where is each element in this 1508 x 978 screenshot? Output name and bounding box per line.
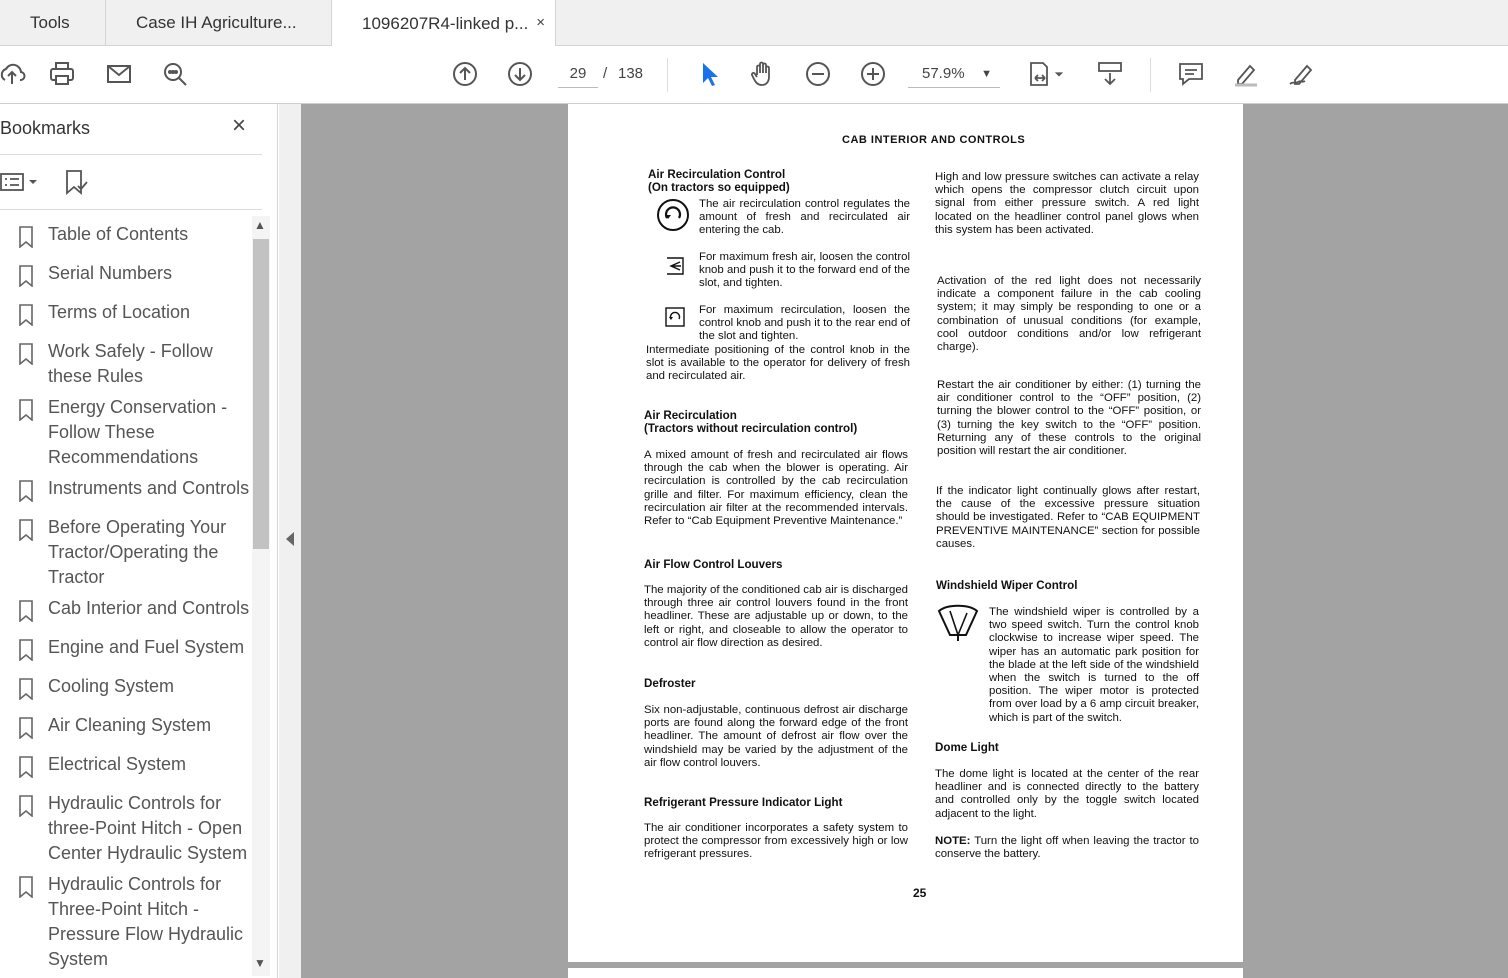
page-up-icon[interactable] [449,58,481,90]
bookmark-scrollbar-thumb[interactable] [253,239,269,549]
next-pdf-page [568,968,1243,978]
bookmark-icon [18,678,34,700]
zoom-level-select[interactable] [908,60,1000,88]
tab-case-ih[interactable] [106,0,332,46]
bookmark-label: Engine and Fuel System [48,637,245,657]
paragraph: Activation of the red light does not necessarily indicate a component failure in the cab cooling system; it may simply be responding to one or a combination of unusual conditions (for example, cool outdoor conditions and/or low refrigerant charge). [937,275,1201,354]
bookmark-label: Work Safely - Follow these Rules [48,341,213,386]
select-cursor-icon[interactable] [692,58,724,90]
paragraph: The windshield wiper is controlled by a two speed switch. Turn the control knob clockwise to increase wiper speed. The wiper has an automatic park position for the blade at the left side of the windshield when the switch is turned to the off position. The wiper motor is protected from over load by a 6 amp circuit breaker, which is part of the switch. [989,606,1199,724]
bookmark-icon [18,304,34,326]
note-paragraph [935,835,1199,861]
bookmark-label: Cooling System [48,676,175,696]
toolbar-divider [1150,58,1151,92]
note-text: Turn the light off when leaving the tractor to conserve the battery. [935,835,1199,861]
hand-icon[interactable] [747,58,779,90]
paragraph: The dome light is located at the center of the rear headliner and is connected directly to the battery and controlled only by the toggle switch located adjacent to the light. [935,768,1199,820]
paragraph: Six non-adjustable, continuous defrost air discharge ports are found along the forward edge of the front headliner. The amount of defrost air flow over the windshield may be varied by the adjustment of the air flow control louvers. [644,704,908,769]
search-zoom-icon[interactable] [159,58,191,90]
toolbar-divider [667,58,668,92]
page-down-icon[interactable] [504,58,536,90]
current-page-input[interactable]: 29 [558,60,598,88]
bookmark-label: Electrical System [48,754,187,774]
highlight-pen-icon[interactable] [1230,58,1262,90]
bookmark-label: Energy Conservation - Follow These Recommendations [48,397,228,467]
print-icon[interactable] [46,58,78,90]
close-icon[interactable]: × [232,112,247,139]
scroll-down-icon[interactable]: ▼ [254,956,266,970]
recirculation-control-icon [656,198,690,232]
bookmark-icon [18,399,34,421]
paragraph-wiper-intro [989,606,1199,725]
bookmark-icon [18,795,34,817]
sign-icon[interactable] [1285,58,1317,90]
bookmark-label: Before Operating Your Tractor/Operating the Tractor [48,517,227,587]
windshield-wiper-icon [936,601,980,643]
bookmark-icon [18,343,34,365]
heading-dome-light: Dome Light [935,741,999,754]
divider [0,154,262,155]
paragraph: A mixed amount of fresh and recirculated air flows through the cab when the blower is operating. Air recirculation is controlled by the cab recirculation grille and filter. For maximum efficiency, clean the recirculation air filter at the recommended intervals. Refer to “Cab Equipment Preventive Maintenance.” [644,449,908,528]
bookmark-label: Instruments and Controls [48,478,250,498]
bookmark-label: Table of Contents [48,224,189,244]
tab-active-document[interactable] [332,0,556,47]
paragraph: The air recirculation control regulates the amount of fresh and recirculated air entering the cab. [699,198,910,237]
page-heading: CAB INTERIOR AND CONTROLS [842,134,1026,146]
heading-refrigerant-light: Refrigerant Pressure Indicator Light [644,796,843,809]
bookmark-label: Hydraulic Controls for Three-Point Hitch - Pressure Flow Hydraulic System [48,874,244,969]
scroll-up-icon[interactable]: ▲ [254,218,266,232]
paragraph: For maximum recirculation, loosen the control knob and push it to the rear end of the slot and tighten. [699,304,910,343]
paragraph: If the indicator light continually glows after restart, the cause of the excessive pressure situation should be investigated. Refer to “CAB EQUIPMENT PREVENTIVE MAINTENANCE” section for possible causes. [936,485,1200,550]
note-label: NOTE: [935,835,971,847]
zoom-in-icon[interactable] [857,58,889,90]
paragraph: For maximum fresh air, loosen the control knob and push it to the forward end of the slot, and tighten. [699,251,910,290]
zoom-level-value: 57.9% [922,65,965,82]
paragraph: The majority of the conditioned cab air is discharged through three air control louvers found in the front headliner. These are adjustable up or down, to the left or right, and closeable to allow the operator to control air flow direction as desired. [644,584,908,649]
bookmark-icon [18,519,34,541]
bookmark-icon [18,717,34,739]
bookmark-label: Terms of Location [48,302,191,322]
collapse-left-icon[interactable] [286,532,294,546]
page-separator: / [603,65,608,82]
heading-air-recirculation: Air Recirculation [644,409,737,422]
bookmarks-title: Bookmarks [0,118,91,138]
zoom-out-icon[interactable] [802,58,834,90]
bookmark-icon [18,756,34,778]
bookmark-tools [0,166,90,198]
heading-air-recirc-control: Air Recirculation Control [648,168,786,181]
bookmarks-panel [0,104,278,978]
heading-air-flow-louvers: Air Flow Control Louvers [644,558,783,571]
close-tab-icon[interactable]: × [536,14,545,31]
add-bookmark-icon[interactable] [62,168,90,196]
bookmark-icon [18,480,34,502]
pdf-page [568,104,1243,962]
subheading-air-recirc-control: (On tractors so equipped) [648,181,790,194]
heading-windshield-wiper: Windshield Wiper Control [936,579,1078,592]
tab-tools[interactable] [0,0,106,46]
bookmark-list [0,216,250,978]
paragraph: The air conditioner incorporates a safety system to protect the compressor from excessively high or low refrigerant pressures. [644,822,908,861]
upload-icon[interactable] [0,58,28,90]
tab-active-document-label: 1096207R4-linked p... [362,13,529,33]
paragraph: Intermediate positioning of the control knob in the slot is available to the operator for delivery of fresh and recirculated air. [646,344,910,383]
bookmark-label: Cab Interior and Controls [48,598,250,618]
subheading-air-recirculation: (Tractors without recirculation control) [644,422,858,435]
page-number: 25 [913,886,927,900]
heading-defroster: Defroster [644,677,696,690]
toolbar [0,46,1508,104]
bookmark-label: Hydraulic Controls for three-Point Hitch - Open Center Hydraulic System [48,793,248,863]
max-recirculation-icon [665,307,685,327]
paragraph: Restart the air conditioner by either: (1) turning the air conditioner control to the “OFF” position, (2) turning the blower control to the “OFF” position, or (3) turning the key switch to the “OFF” position. Returning any of these controls to the original position will restart the air conditioner. [937,379,1201,458]
bookmark-icon [18,600,34,622]
total-pages: 138 [618,65,644,82]
bookmark-icon [18,265,34,287]
bookmark-icon [18,226,34,248]
tab-case-ih-label: Case IH Agriculture... [136,13,297,32]
email-icon[interactable] [103,58,135,90]
divider [0,209,262,210]
collapse-panel-strip[interactable] [279,104,301,978]
bookmark-icon [18,876,34,898]
comment-icon[interactable] [1175,58,1207,90]
bookmark-label: Serial Numbers [48,263,173,283]
bookmark-options-icon[interactable] [0,168,44,196]
document-viewer[interactable] [301,104,1508,978]
tab-tools-label: Tools [30,13,70,32]
scroll-mode-icon[interactable] [1094,58,1126,90]
fresh-air-icon [664,255,686,277]
tab-bar [0,0,1508,46]
paragraph: High and low pressure switches can activate a relay which opens the compressor clutch circuit upon signal from either pressure switch. A red light located on the headliner control panel glows when this system has been activated. [935,171,1199,236]
bookmark-label: Air Cleaning System [48,715,212,735]
fit-page-dropdown-icon[interactable] [1050,58,1068,90]
chevron-down-icon: ▼ [981,68,992,80]
bookmark-icon [18,639,34,661]
